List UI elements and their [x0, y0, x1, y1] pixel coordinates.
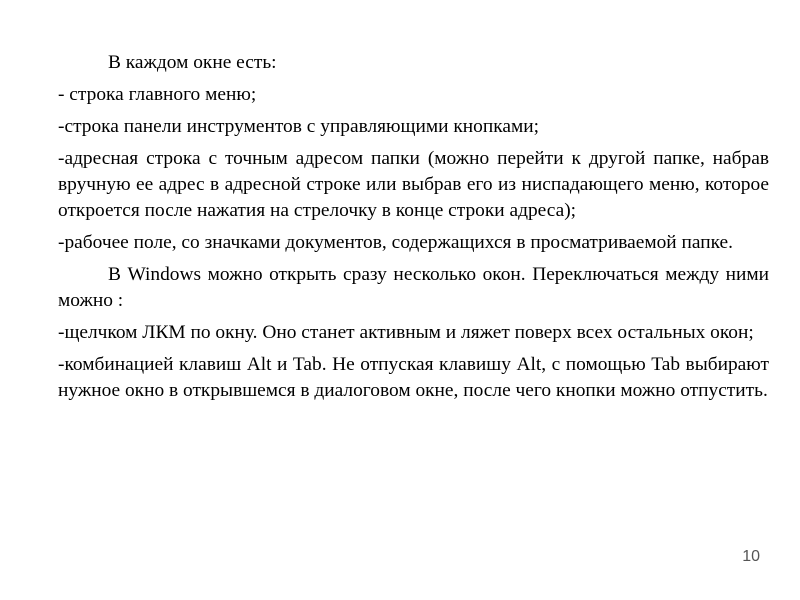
slide-body [58, 50, 769, 404]
list-item-work-area: -рабочее поле, со значками документов, содержащихся в просматриваемой папке. [58, 232, 734, 253]
paragraph-intro: В каждом окне есть: [108, 52, 277, 73]
list-item-alt-tab: -комбинацией клавиш Alt и Tab. Не отпуская клавишу Alt, с помощью Tab выбирают нужное окно в открывшемся в диалоговом окне, после чего кнопки можно отпустить. [58, 354, 769, 401]
paragraph-multiple-windows: В Windows можно открыть сразу несколько окон. Переключаться между ними можно : [58, 264, 769, 311]
list-item-toolbar: -строка панели инструментов с управляющими кнопками; [58, 116, 539, 137]
list-item-address-bar: -адресная строка с точным адресом папки (можно перейти к другой папке, набрав вручную ее адрес в адресной строке или выбрав его из ниспадающего меню, которое откроется после нажатия на стрелочку в конце строки адреса); [58, 148, 769, 221]
list-item-main-menu: - строка главного меню; [58, 84, 257, 105]
list-item-click-lkm: -щелчком ЛКМ по окну. Оно станет активным и ляжет поверх всех остальных окон; [58, 322, 754, 343]
page-number: 10 [742, 548, 760, 565]
